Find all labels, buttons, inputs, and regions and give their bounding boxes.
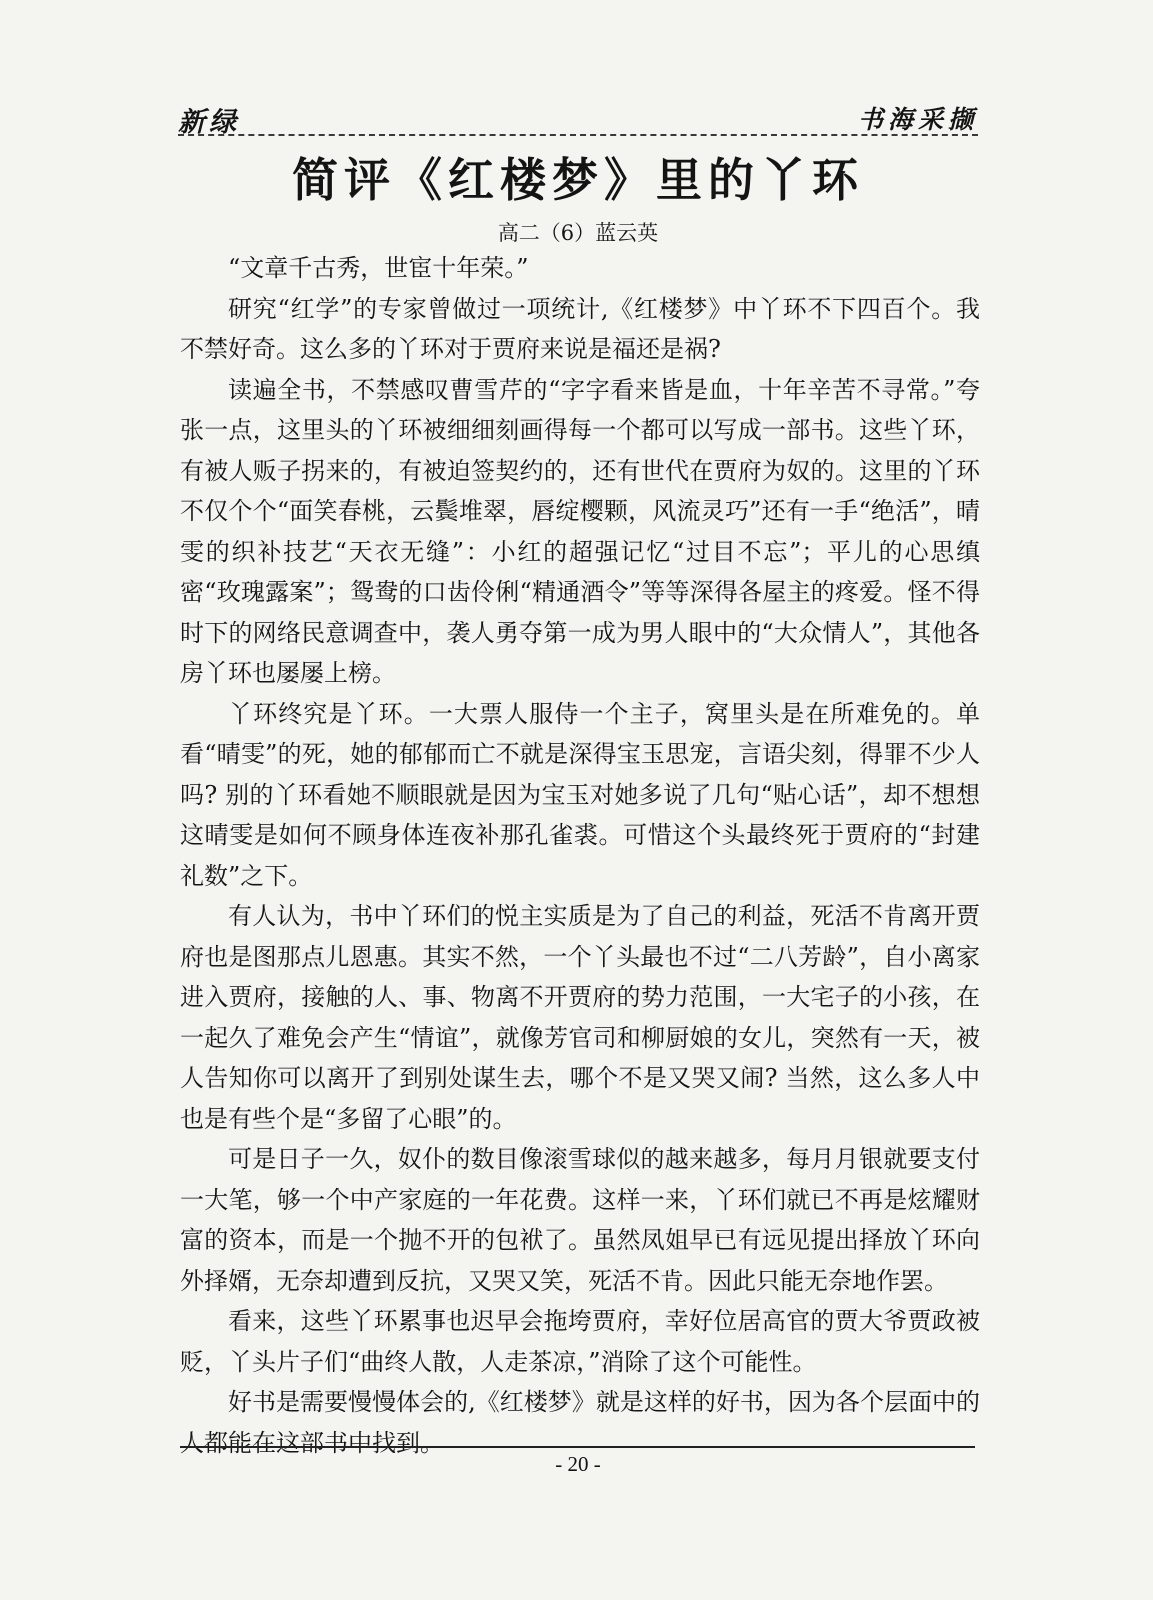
footer-divider — [180, 1446, 975, 1448]
page-number: - 20 - — [555, 1452, 601, 1476]
paragraph: 可是日子一久，奴仆的数目像滚雪球似的越来越多，每月月银就要支付一大笔，够一个中产家庭的一年花费。这样一来，丫环们就已不再是炫耀财富的资本，而是一个抛不开的包袱了。虽然凤姐早已有远见提出择放丫环向外择婿，无奈却遭到反抗，又哭又笑，死活不肯。因此只能无奈地作罢。 — [180, 1145, 980, 1295]
article-body — [180, 248, 980, 1463]
header-divider — [178, 134, 978, 136]
paragraph: 看来，这些丫环累事也迟早会拖垮贾府，幸好位居高官的贾大爷贾政被贬，丫头片子们“曲终人散，人走茶凉，”消除了这个可能性。 — [180, 1307, 980, 1376]
paragraph: 研究“红学”的专家曾做过一项统计,《红楼梦》中丫环不下四百个。我不禁好奇。这么多的丫环对于贾府来说是福还是祸? — [180, 294, 980, 363]
article-author: 高二（6）蓝云英 — [497, 221, 659, 245]
paragraph: 好书是需要慢慢体会的,《红楼梦》就是这样的好书，因为各个层面中的人都能在这部书中找到。 — [180, 1388, 980, 1457]
paragraph: 读遍全书，不禁感叹曹雪芹的“字字看来皆是血，十年辛苦不寻常。”夸张一点，这里头的丫环被细细刻画得每一个都可以写成一部书。这些丫环，有被人贩子拐来的，有被迫签契约的，还有世代在贾府为奴的。这里的丫环不仅个个“面笑春桃，云鬓堆翠，唇绽樱颗，风流灵巧”还有一手“绝活”，晴雯的织补技艺“天衣无缝”：小红的超强记忆“过目不忘”；平儿的心思缜密“玫瑰露案”；鸳鸯的口齿伶俐“精通酒令”等等深得各屋主的疼爱。怪不得时下的网络民意调查中，袭人勇夺第一成为男人眼中的“大众情人”，其他各房丫环也屡屡上榜。 — [180, 375, 980, 687]
article-title: 简评《红楼梦》里的丫环 — [292, 153, 864, 207]
paragraph: 丫环终究是丫环。一大票人服侍一个主子，窝里头是在所难免的。单看“晴雯”的死，她的郁郁而亡不就是深得宝玉思宠，言语尖刻，得罪不少人吗? 别的丫环看她不顺眼就是因为宝玉对她多说了几句“贴心话”，却不想想这晴雯是如何不顾身体连夜补那孔雀裘。可惜这个头最终死于贾府的“封建礼数”之下。 — [180, 699, 980, 890]
paragraph: 有人认为，书中丫环们的悦主实质是为了自己的利益，死活不肯离开贾府也是图那点儿恩惠。其实不然，一个丫头最也不过“二八芳龄”，自小离家进入贾府，接触的人、事、物离不开贾府的势力范围，一大宅子的小孩，在一起久了难免会产生“情谊”，就像芳官司和柳厨娘的女儿，突然有一天，被人告知你可以离开了到别处谋生去，哪个不是又哭又闹? 当然，这么多人中也是有些个是“多留了心眼”的。 — [180, 902, 980, 1133]
paragraph: “文章千古秀，世宦十年荣。” — [228, 254, 529, 282]
header-column-name: 书海采撷 — [857, 105, 978, 134]
header-section-name: 新绿 — [178, 107, 240, 138]
